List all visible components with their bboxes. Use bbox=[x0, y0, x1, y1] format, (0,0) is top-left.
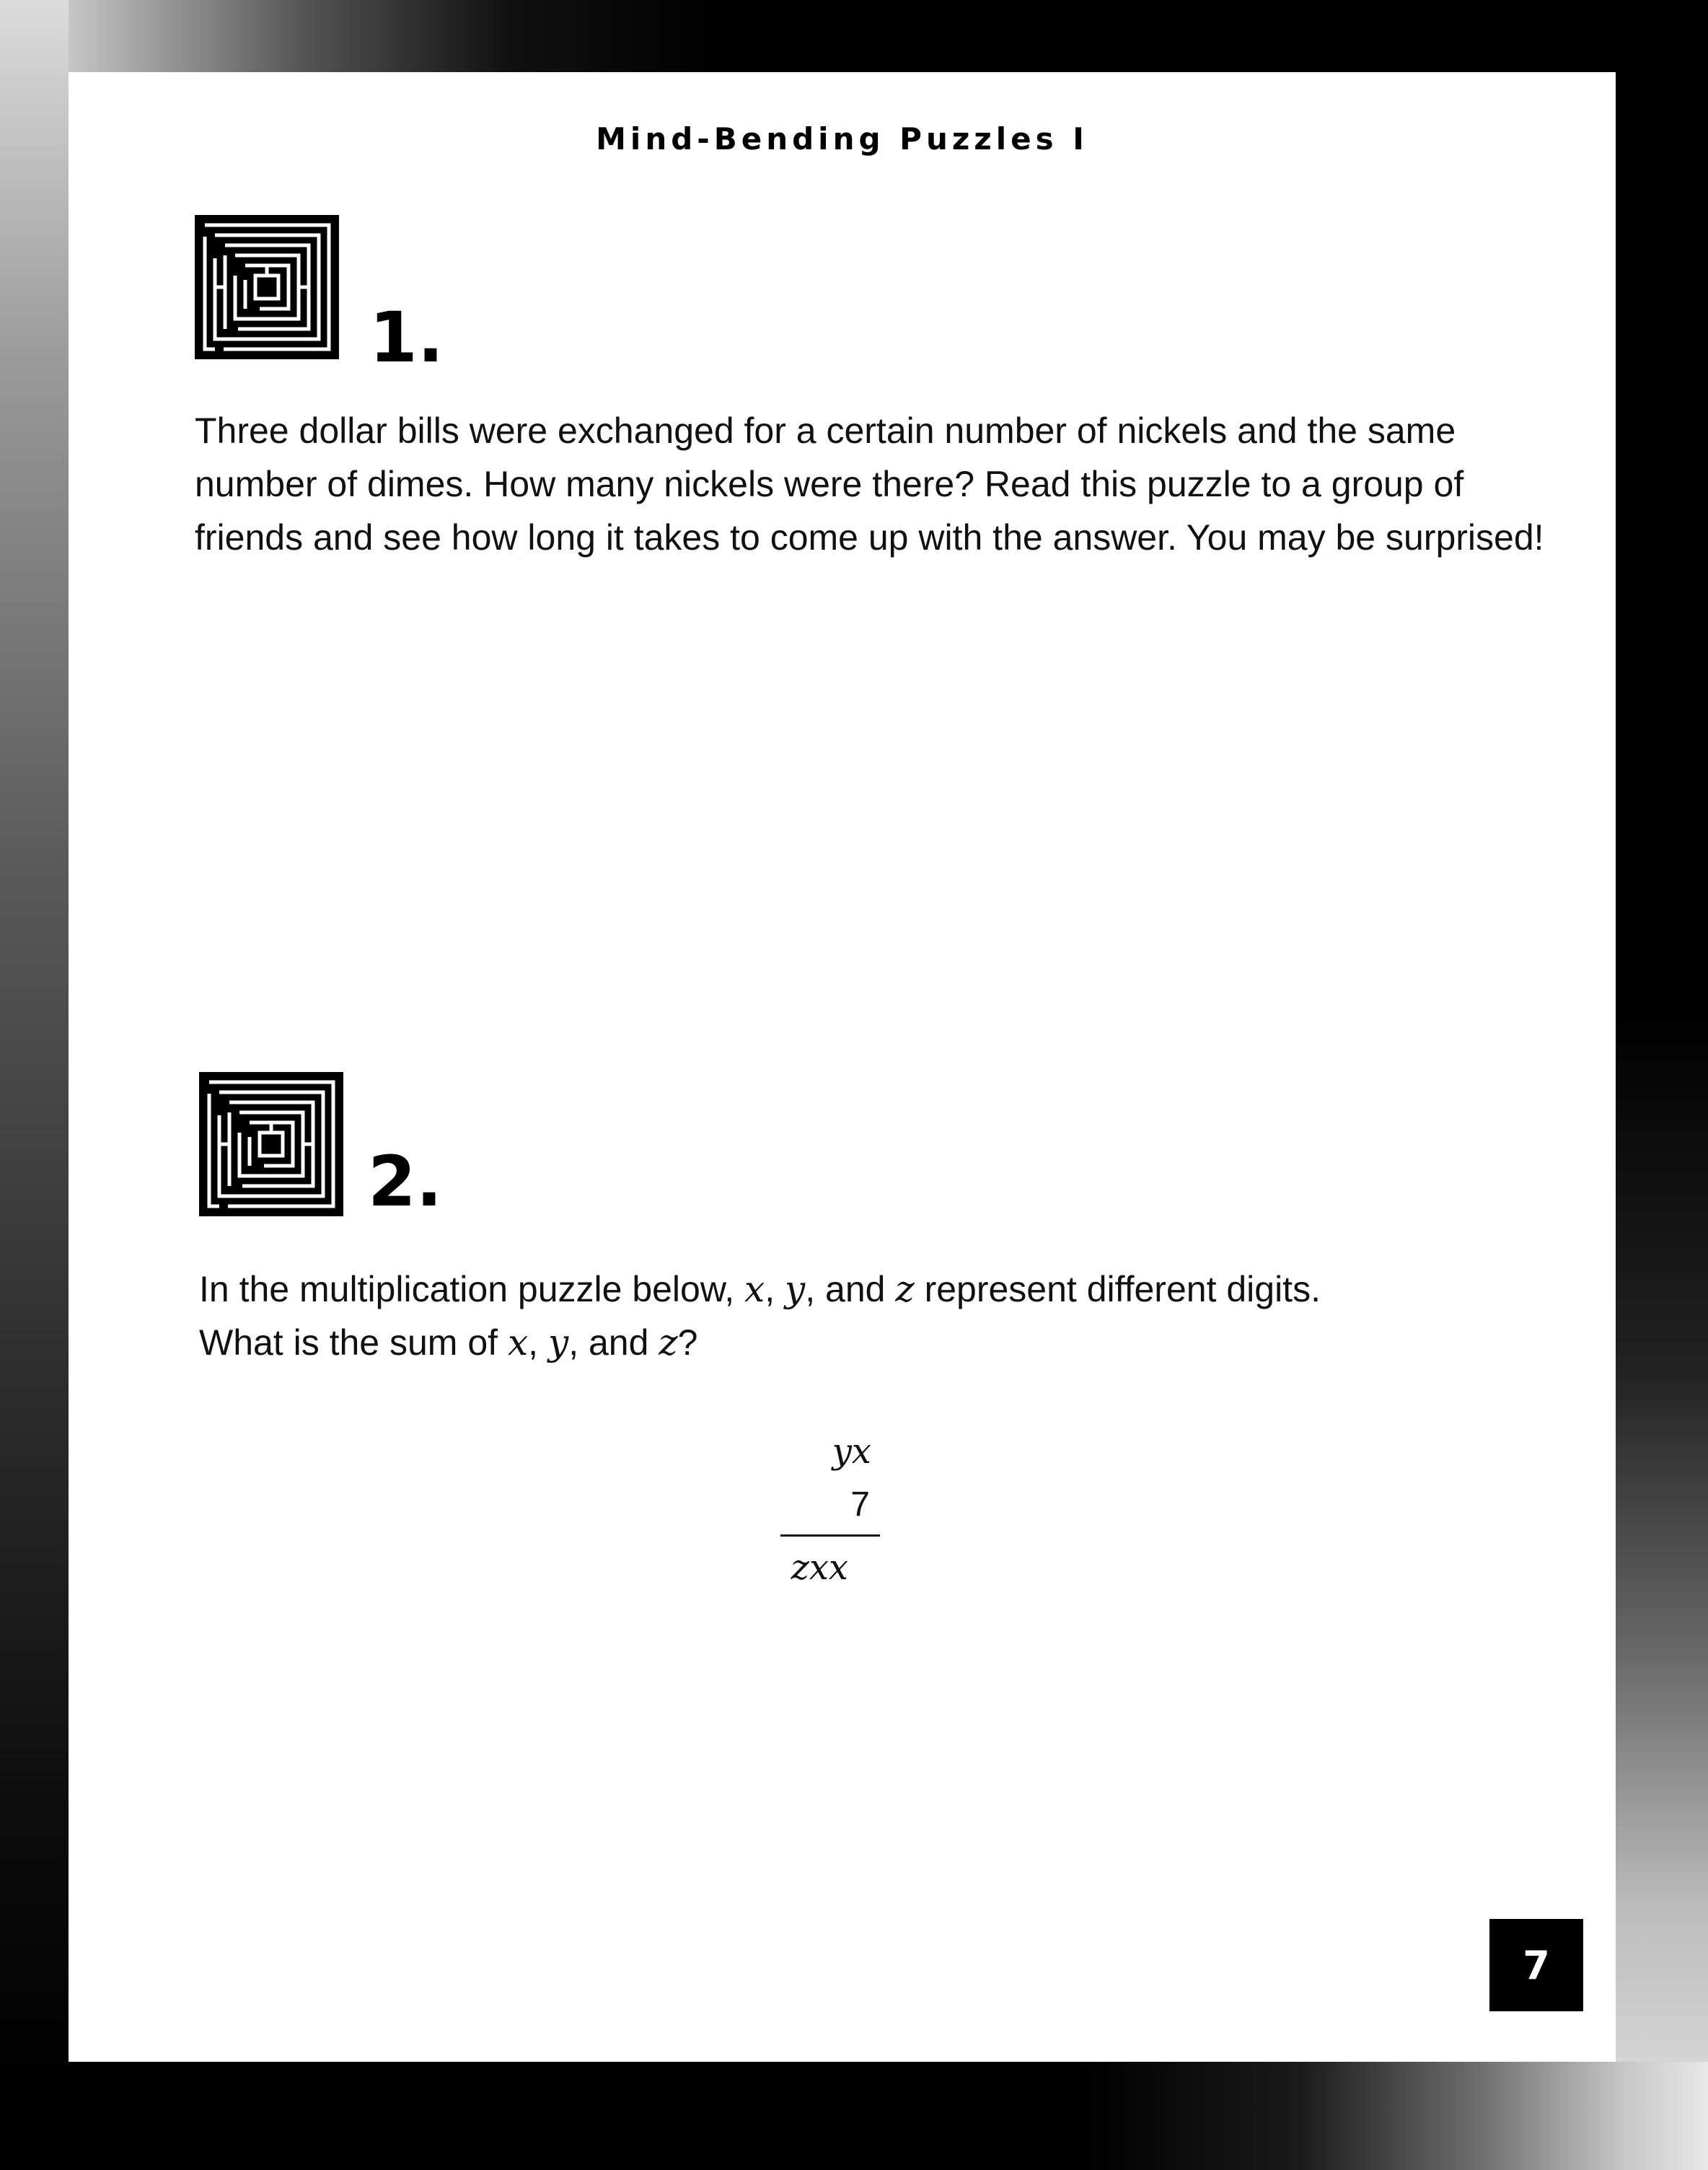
multiplication-puzzle bbox=[765, 1425, 880, 1594]
scan-border-left bbox=[0, 0, 69, 2170]
variable-x: x bbox=[507, 1322, 529, 1363]
variable-z: z bbox=[895, 1268, 915, 1310]
running-header: Mind-Bending Puzzles I bbox=[596, 121, 1088, 157]
puzzle-number-2: 2. bbox=[368, 1141, 443, 1222]
multiplication-rule bbox=[780, 1534, 880, 1537]
text-run: , bbox=[765, 1269, 785, 1309]
text-run: represent different digits. bbox=[914, 1269, 1321, 1309]
variable-x: x bbox=[744, 1268, 765, 1310]
page-sheet bbox=[69, 72, 1616, 2062]
multiplier: 7 bbox=[850, 1485, 870, 1524]
puzzle-2-text bbox=[199, 1262, 1555, 1369]
scan-border-right bbox=[1616, 0, 1708, 2170]
text-run: What is the sum of bbox=[199, 1322, 508, 1363]
multiplicand: yx bbox=[832, 1431, 871, 1472]
variable-z: z bbox=[659, 1322, 678, 1363]
text-run: In the multiplication puzzle below, bbox=[199, 1269, 744, 1309]
text-run: , bbox=[528, 1322, 548, 1363]
scan-border-bottom bbox=[0, 2062, 1708, 2170]
scan-border-top bbox=[0, 0, 1708, 72]
puzzle-number-1: 1. bbox=[369, 297, 444, 378]
variable-y: y bbox=[784, 1268, 806, 1310]
text-run: , and bbox=[568, 1322, 659, 1363]
maze-icon bbox=[195, 215, 339, 359]
page-number-badge: 7 bbox=[1489, 1919, 1583, 2011]
text-run: , and bbox=[805, 1269, 896, 1309]
puzzle-1-text: Three dollar bills were exchanged for a certain number of nickels and the same number of dimes. How many nickels were there? Read this puzzle to a group of friends and see how long it takes to come up with the answer. You may be surprised! bbox=[195, 410, 1544, 558]
text-run: ? bbox=[677, 1322, 698, 1363]
variable-y: y bbox=[547, 1322, 569, 1363]
maze-icon bbox=[199, 1072, 343, 1216]
product: zxx bbox=[791, 1547, 848, 1588]
